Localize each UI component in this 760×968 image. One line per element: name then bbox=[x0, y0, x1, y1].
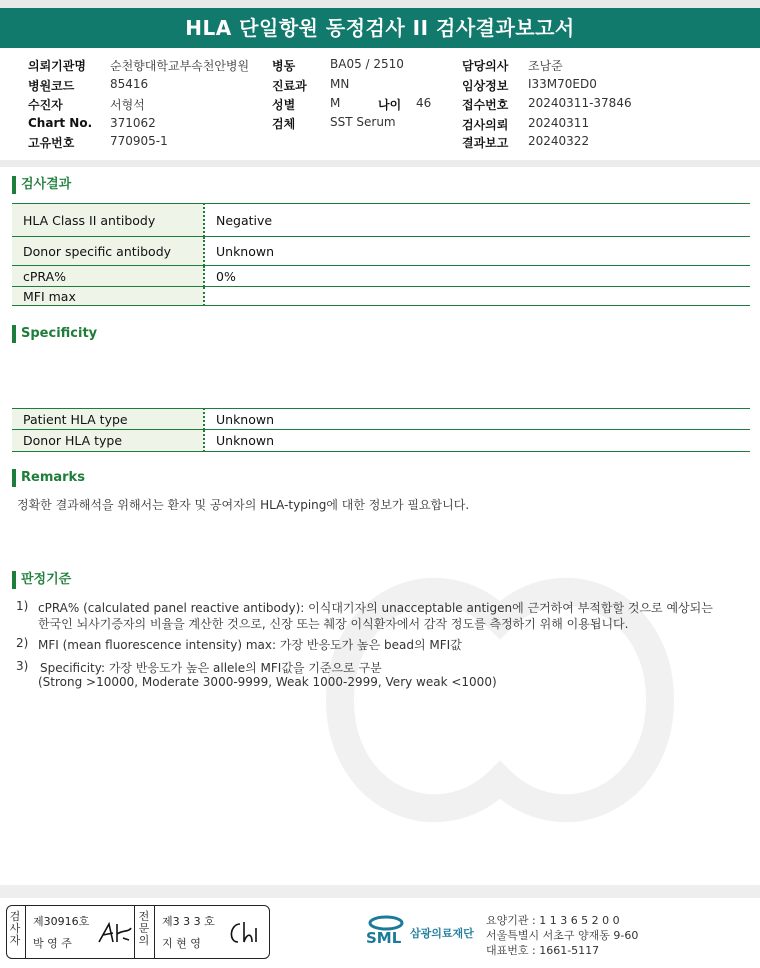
sml-logo bbox=[365, 910, 407, 950]
divider bbox=[154, 906, 155, 958]
result-key: Donor specific antibody bbox=[12, 237, 204, 266]
institution-phone: 대표번호 : 1661-5117 bbox=[486, 944, 600, 957]
report-date-value: 20240322 bbox=[528, 134, 590, 148]
department-label: 진료과 bbox=[272, 79, 307, 93]
result-value: 0% bbox=[216, 268, 236, 284]
unique-id-value: 770905-1 bbox=[110, 134, 168, 148]
table-row bbox=[12, 266, 750, 287]
criteria-line: (Strong >10000, Moderate 3000-9999, Weak 1000-2999, Very weak <1000) bbox=[38, 675, 497, 689]
result-value: Unknown bbox=[216, 243, 275, 259]
result-key: HLA Class II antibody bbox=[12, 204, 204, 237]
sex-label: 성별 bbox=[272, 98, 296, 112]
title-bar bbox=[0, 8, 760, 48]
patient-value: 서형석 bbox=[110, 98, 145, 112]
hospital-label: 의뢰기관명 bbox=[28, 59, 86, 73]
accession-label: 접수번호 bbox=[462, 98, 509, 112]
age-label: 나이 bbox=[378, 98, 402, 112]
specificity-heading: Specificity bbox=[12, 325, 97, 343]
hospital-code-label: 병원코드 bbox=[28, 79, 75, 93]
request-date-label: 검사의뢰 bbox=[462, 118, 509, 132]
report-date-label: 결과보고 bbox=[462, 136, 509, 150]
specimen-value: SST Serum bbox=[330, 115, 396, 129]
accession-value: 20240311-37846 bbox=[528, 96, 632, 110]
chart-no-label: Chart No. bbox=[28, 116, 93, 130]
hospital-value: 순천향대학교부속천안병원 bbox=[110, 59, 250, 73]
chart-no-value: 371062 bbox=[110, 116, 156, 130]
table-row bbox=[12, 287, 750, 306]
criteria-number: 1) bbox=[16, 599, 29, 613]
tester-name: 박 영 주 bbox=[33, 937, 72, 950]
watermark-logo bbox=[300, 520, 740, 880]
specimen-label: 검체 bbox=[272, 117, 296, 131]
result-key: cPRA% bbox=[12, 266, 204, 287]
hospital-code-value: 85416 bbox=[110, 77, 149, 91]
section-divider bbox=[0, 160, 760, 167]
criteria-line: cPRA% (calculated panel reactive antibody): 이식대기자의 unacceptable antigen에 근거하여 부적합할 것으로 예상되는 bbox=[38, 601, 713, 615]
clinical-info-label: 임상정보 bbox=[462, 79, 509, 93]
specificity-value: Unknown bbox=[216, 411, 275, 427]
specialist-name: 지 현 영 bbox=[162, 937, 201, 950]
specialist-signature-icon bbox=[224, 918, 264, 948]
institution-code: 요양기관 : 1 1 3 6 5 2 0 0 bbox=[486, 914, 620, 927]
criteria-line: 한국인 뇌사기증자의 비율을 계산한 것으로, 신장 또는 췌장 이식환자에서 감작 정도를 측정하기 위해 이용됩니다. bbox=[38, 617, 629, 631]
doctor-value: 조남준 bbox=[528, 59, 563, 73]
clinical-info-value: I33M70ED0 bbox=[528, 77, 597, 91]
logo-text: SML bbox=[366, 929, 402, 947]
remarks-heading: Remarks bbox=[12, 469, 85, 487]
doctor-label: 담당의사 bbox=[462, 59, 509, 73]
specificity-value: Unknown bbox=[216, 433, 275, 448]
result-value: Negative bbox=[216, 212, 273, 228]
top-strip bbox=[0, 0, 760, 8]
organization-name: 삼광의료재단 bbox=[410, 927, 474, 940]
criteria-number: 2) bbox=[16, 636, 29, 650]
specificity-table bbox=[12, 408, 750, 452]
signature-box bbox=[6, 905, 270, 959]
department-value: MN bbox=[330, 77, 350, 91]
footer-divider bbox=[0, 885, 760, 898]
specialist-license: 제3 3 3 호 bbox=[162, 915, 215, 928]
criteria-number: 3) bbox=[16, 659, 29, 673]
patient-label: 수진자 bbox=[28, 98, 63, 112]
results-heading: 검사결과 bbox=[12, 176, 71, 194]
remarks-text: 정확한 결과해석을 위해서는 환자 및 공여자의 HLA-typing에 대한 정보가 필요합니다. bbox=[17, 498, 470, 512]
tester-signature-icon bbox=[95, 920, 135, 948]
tester-license: 제30916호 bbox=[33, 915, 90, 928]
ward-value: BA05 / 2510 bbox=[330, 57, 404, 71]
unique-id-label: 고유번호 bbox=[28, 136, 75, 150]
tester-role-label: 검 사 자 bbox=[9, 910, 21, 947]
table-row bbox=[12, 204, 750, 237]
sex-value: M bbox=[330, 96, 341, 110]
criteria-line: MFI (mean fluorescence intensity) max: 가장 반응도가 높은 bead의 MFI값 bbox=[38, 638, 462, 652]
result-key: MFI max bbox=[12, 287, 204, 306]
criteria-heading: 판정기준 bbox=[12, 571, 71, 589]
specificity-key: Patient HLA type bbox=[12, 409, 204, 430]
report-title: HLA 단일항원 동정검사 II 검사결과보고서 bbox=[185, 16, 575, 40]
request-date-value: 20240311 bbox=[528, 116, 590, 130]
table-row bbox=[12, 409, 750, 430]
divider bbox=[25, 906, 26, 958]
result-value bbox=[204, 287, 750, 306]
ward-label: 병동 bbox=[272, 59, 296, 73]
table-row bbox=[12, 430, 750, 452]
table-row bbox=[12, 237, 750, 266]
results-table bbox=[12, 203, 750, 306]
age-value: 46 bbox=[416, 96, 432, 110]
specificity-key: Donor HLA type bbox=[12, 430, 204, 452]
divider bbox=[134, 906, 135, 958]
specialist-role-label: 전 문 의 bbox=[138, 910, 150, 947]
criteria-line: Specificity: 가장 반응도가 높은 allele의 MFI값을 기준으로 구분 bbox=[40, 661, 382, 675]
institution-address: 서울특별시 서초구 양재동 9-60 bbox=[486, 929, 639, 942]
